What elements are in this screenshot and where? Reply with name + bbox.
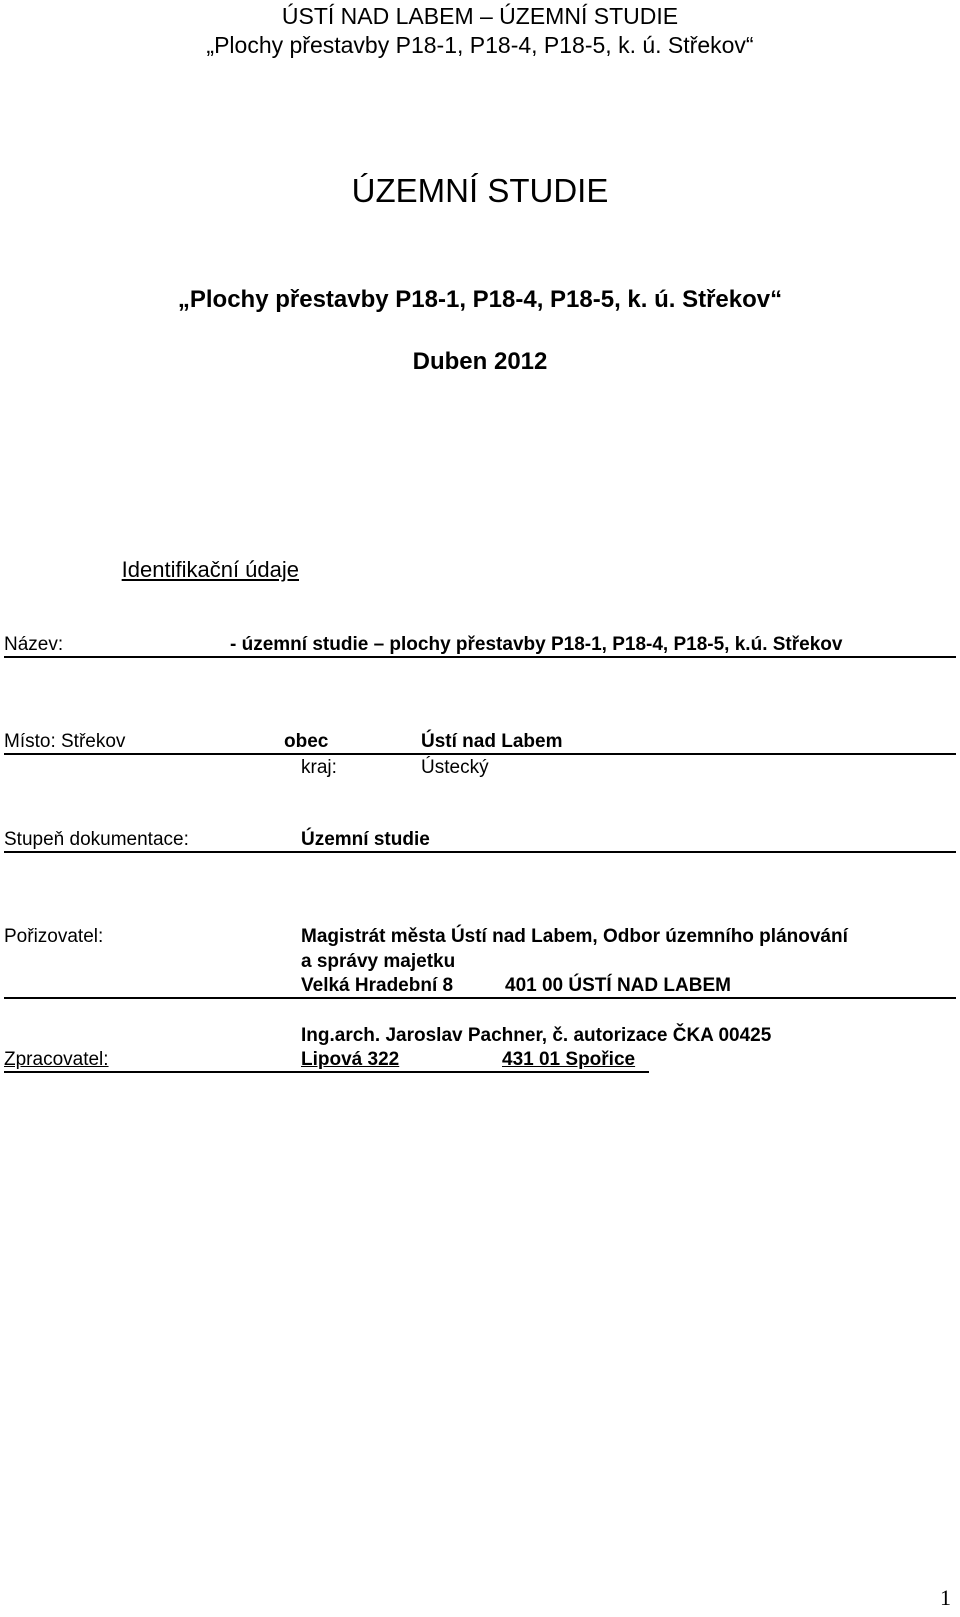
- misto-label: Místo: Střekov: [4, 731, 126, 752]
- zpracovatel-label: Zpracovatel:: [4, 1049, 109, 1070]
- porizovatel-line2: a správy majetku: [301, 951, 456, 972]
- running-header-line1: ÚSTÍ NAD LABEM – ÚZEMNÍ STUDIE: [281, 3, 679, 29]
- obec-label: obec: [284, 731, 329, 752]
- section-heading: Identifikační údaje: [121, 557, 299, 582]
- kraj-value: Ústecký: [421, 757, 489, 778]
- document-date: Duben 2012: [412, 348, 548, 375]
- document-subtitle: „Plochy přestavby P18-1, P18-4, P18-5, k. ú. Střekov“: [177, 286, 783, 313]
- nazev-label: Název:: [4, 634, 64, 655]
- porizovatel-rule: [4, 997, 956, 999]
- porizovatel-label: Pořizovatel:: [4, 926, 104, 947]
- nazev-rule: [4, 656, 956, 658]
- nazev-value: - územní studie – plochy přestavby P18-1, P18-4, P18-5, k.ú. Střekov: [230, 634, 843, 655]
- document-title: ÚZEMNÍ STUDIE: [351, 172, 609, 209]
- running-header-line2: „Plochy přestavby P18-1, P18-4, P18-5, k. ú. Střekov“: [206, 32, 754, 58]
- stupen-rule: [4, 851, 956, 853]
- porizovatel-city: 401 00 ÚSTÍ NAD LABEM: [505, 975, 731, 996]
- stupen-value: Územní studie: [301, 829, 430, 850]
- zpracovatel-city: 431 01 Spořice: [502, 1049, 636, 1070]
- zpracovatel-name: Ing.arch. Jaroslav Pachner, č. autorizace ČKA 00425: [301, 1025, 772, 1046]
- porizovatel-street: Velká Hradební 8: [301, 975, 454, 996]
- kraj-label: kraj:: [301, 757, 337, 778]
- obec-value: Ústí nad Labem: [421, 731, 563, 752]
- misto-rule: [4, 753, 956, 755]
- zpracovatel-rule: [4, 1071, 649, 1073]
- page-number: 1: [940, 1585, 951, 1610]
- porizovatel-line1: Magistrát města Ústí nad Labem, Odbor územního plánování: [301, 926, 848, 947]
- stupen-label: Stupeň dokumentace:: [4, 829, 189, 850]
- zpracovatel-street: Lipová 322: [301, 1049, 400, 1070]
